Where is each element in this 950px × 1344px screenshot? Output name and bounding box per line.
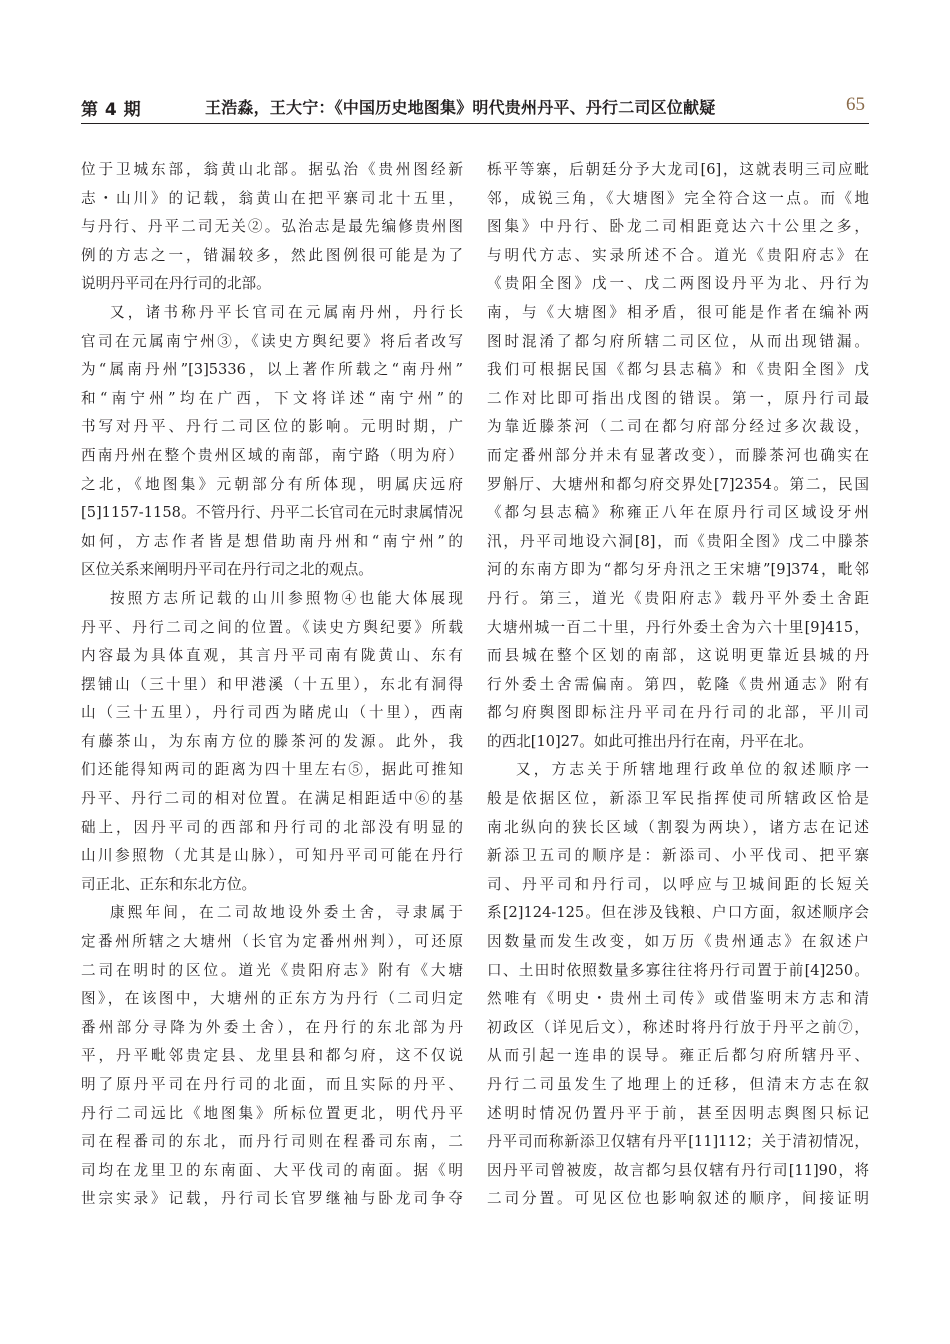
text-line-content: [5]1157-1158。不管丹行、丹平二长官司在元时隶属情况 [81,504,463,522]
text-line-content: 定番州所辖之大塘州（长官为定番州州判），可还原 [81,933,463,951]
text-line [81,585,463,614]
text-line-content: 因丹平司曾被废，故言都匀县仅辖有丹行司[11]90，将 [487,1161,869,1179]
text-line-content: 都匀府舆图即标注丹平司在丹行司的北部，平川司 [487,704,869,722]
text-line [81,1100,463,1129]
text-line [487,785,869,814]
text-line-content: 《都匀县志稿》称雍正八年在原丹行司区域设牙州 [487,504,869,522]
text-line [487,299,869,328]
text-line [487,499,869,528]
text-line [81,1014,463,1043]
text-line-content: 图集》中丹行、卧龙二司相距竟达六十公里之多， [487,218,869,236]
text-line-content: 区位关系来阐明丹平司在丹行司之北的观点。 [81,561,373,579]
text-line-content: 位于卫城东部，翁黄山北部。据弘治《贵州图经新 [81,161,463,178]
text-line-content: 行外委土舍需偏南。第四，乾隆《贵州通志》附有 [487,675,869,693]
text-line-content: 我们可根据民国《都匀县志稿》和《贵阳全图》戊 [487,361,869,379]
text-line-content: 番州部分寻降为外委土舍），在丹行的东北部为丹 [81,1018,463,1036]
text-line [81,385,463,414]
text-line-content: 因数量而发生改变，如万历《贵州通志》在叙述户 [487,933,869,951]
text-line [487,642,869,671]
text-line-content: 础上，因丹平司的西部和丹行司的北部没有明显的 [81,818,463,836]
text-line-content: 内容最为具体直观，其言丹平司南有陇黄山、东有 [81,647,463,665]
text-line-content: 二司分置。可见区位也影响叙述的顺序，间接证明 [487,1190,869,1208]
text-line-content: 南，与《大塘图》相矛盾，很可能是作者在编补两 [487,303,869,321]
text-line [487,699,869,728]
text-line-content: 丹平、丹行二司的相对位置。在满足相距适中⑥的基 [81,790,463,808]
text-line-content: 又，方志关于所辖地理行政单位的叙述顺序一 [516,761,869,779]
text-line [81,299,463,328]
text-line-content: 司、丹平司和丹行司，以呼应与卫城间距的长短关 [487,875,869,893]
text-line-content: 丹行二司远比《地图集》所标位置更北，明代丹平 [81,1104,463,1122]
text-line-content: 与明代方志、实录所述不合。道光《贵阳府志》在 [487,246,869,264]
text-line-content: 为“属南丹州”[3]5336，以上著作所载之“南丹州” [81,361,463,379]
page-number: 65 [846,94,865,115]
text-line-content: 汛，丹平司地设六洞[8]，而《贵阳全图》戊二中滕茶 [487,532,869,550]
text-line [487,156,869,185]
text-line [487,614,869,643]
text-line [81,871,463,900]
text-line [81,899,463,928]
text-line-content: 和“南宁州”均在广西，下文将详述“南宁州”的 [81,389,463,407]
text-line [81,785,463,814]
text-line [487,842,869,871]
text-line [81,270,463,299]
text-line [81,1128,463,1157]
text-line [81,185,463,214]
text-line [81,556,463,585]
text-line-content: 丹平司而称新添卫仅辖有丹平[11]112；关于清初情况， [487,1133,869,1151]
text-line [81,1042,463,1071]
text-line-content: 为靠近滕茶河（二司在都匀府部分经过多次裁设， [487,418,869,436]
text-line [81,442,463,471]
text-line-content: 们还能得知两司的距离为四十里左右⑤，据此可推知 [81,761,463,779]
text-line-content: 有藤茶山，为东南方位的滕茶河的发源。此外，我 [81,732,463,750]
text-line-content: 二作对比即可指出戊图的错误。第一，原丹行司最 [487,389,869,407]
text-line [487,1014,869,1043]
text-line-content: 而定番州部分并未有显著改变），而滕茶河也确实在 [487,446,869,464]
text-line-content: 西南丹州在整个贵州区域的南部，南宁路（明为府） [81,446,463,464]
text-line-content: 的西北[10]27。如此可推出丹行在南，丹平在北。 [487,732,813,750]
text-line-content: 世宗实录》记载，丹行司长官罗继袖与卧龙司争夺 [81,1190,463,1208]
text-line-content: 邻，成锐三角，《大塘图》完全符合这一点。而《地 [487,189,869,207]
text-line [81,728,463,757]
text-line-content: 口、土田时依照数量多寡往往将丹行司置于前[4]250。 [487,961,869,979]
text-line [487,270,869,299]
text-line-content: 述明时情况仍置丹平于前，甚至因明志舆图只标记 [487,1104,869,1122]
text-line [487,1185,869,1214]
text-line [487,871,869,900]
text-line [81,614,463,643]
text-line [81,471,463,500]
text-line [487,413,869,442]
text-line-content: 书写对丹平、丹行二司区位的影响。元明时期，广 [81,418,463,436]
text-line-content: 河的东南方即为“都匀牙舟汛之王宋塘”[9]374，毗邻 [487,561,869,579]
text-line [81,528,463,557]
text-line-content: 例的方志之一，错漏较多，然此图例很可能是为了 [81,246,463,264]
text-line [81,242,463,271]
text-line-content: 丹平、丹行二司之间的位置。《读史方舆纪要》所载 [81,618,463,636]
text-line [487,756,869,785]
left-column [81,156,463,1214]
text-line-content: 般是依据区位，新添卫军民指挥使司所辖政区恰是 [487,790,869,808]
text-line [487,985,869,1014]
text-line [487,356,869,385]
text-line [487,528,869,557]
text-line-content: 又，诸书称丹平长官司在元属南丹州，丹行长 [110,303,463,321]
text-line [487,442,869,471]
text-line [81,413,463,442]
text-line [487,1100,869,1129]
text-line-content: 图时混淆了都匀府所辖二司区位，从而出现错漏。 [487,332,869,350]
text-line-content: 山川参照物（尤其是山脉），可知丹平司可能在丹行 [81,847,463,865]
text-line-content: 丹行二司虽发生了地理上的迁移，但清末方志在叙 [487,1076,869,1093]
text-line-content: 司正北、正东和东北方位。 [81,875,257,893]
text-line [487,1042,869,1071]
text-line [81,213,463,242]
text-line [487,556,869,585]
text-line-content: 大塘州城一百二十里，丹行外委土舍为六十里[9]415， [487,618,869,636]
text-line [487,899,869,928]
text-line [81,356,463,385]
text-line-content: 系[2]124-125。但在涉及钱粮、户口方面，叙述顺序会 [487,904,869,922]
text-line [81,1071,463,1100]
text-line [487,471,869,500]
text-line [487,585,869,614]
text-line-content: 与丹行、丹平二司无关②。弘治志是最先编修贵州图 [81,218,463,236]
text-line [81,642,463,671]
text-line [81,756,463,785]
text-line-content: 栎平等寨，后朝廷分予大龙司[6]，这就表明三司应毗 [487,161,869,178]
text-line-content: 明了原丹平司在丹行司的北面，而且实际的丹平、 [81,1076,463,1093]
text-line [81,928,463,957]
text-line [487,928,869,957]
text-line-content: 之北，《地图集》元朝部分有所体现，明属庆远府 [81,475,463,493]
text-line [487,213,869,242]
text-line-content: 官司在元属南宁州③，《读史方舆纪要》将后者改写 [81,332,463,350]
text-line [81,671,463,700]
text-line [487,671,869,700]
text-line-content: 志・山川》的记载，翁黄山在把平寨司北十五里， [81,189,463,207]
running-title: 王浩淼，王大宁：《中国历史地图集》明代贵州丹平、丹行二司区位献疑 [205,98,716,117]
text-line [487,1157,869,1186]
text-line [487,1128,869,1157]
text-line-content: 新添卫五司的顺序是：新添司、小平伐司、把平寨 [487,847,869,865]
text-line-content: 如何，方志作者皆是想借助南丹州和“南宁州”的 [81,532,463,550]
text-line [81,842,463,871]
text-line [81,328,463,357]
text-line-content: 说明丹平司在丹行司的北部。 [81,275,271,293]
text-line-content: 司均在龙里卫的东南面、大平伐司的南面。据《明 [81,1161,463,1179]
text-line-content: 罗斛厅、大塘州和都匀府交界处[7]2354。第二，民国 [487,475,869,493]
text-line-content: 丹行。第三，道光《贵阳府志》载丹平外委土舍距 [487,589,869,607]
text-line-content: 而县城在整个区划的南部，这说明更靠近县城的丹 [487,647,869,665]
text-line [487,728,869,757]
text-line-content: 按照方志所记载的山川参照物④也能大体展现 [110,589,463,607]
text-line [81,957,463,986]
text-line [487,814,869,843]
text-line [487,328,869,357]
text-line-content: 山（三十五里），丹行司西为睹虎山（十里），西南 [81,704,463,722]
text-line [81,985,463,1014]
text-line [81,699,463,728]
right-column [487,156,869,1214]
text-line [81,156,463,185]
text-line [487,185,869,214]
text-line [487,385,869,414]
text-line-content: 摆铺山（三十里）和甲港溪（十五里），东北有洞得 [81,675,463,693]
text-line [81,499,463,528]
text-line [487,242,869,271]
text-line [487,957,869,986]
running-header [81,93,869,124]
text-line [81,814,463,843]
text-line-content: 初政区（详见后文），称述时将丹行放于丹平之前⑦， [487,1018,869,1036]
text-line-content: 然唯有《明史・贵州土司传》或借鉴明末方志和清 [487,990,869,1008]
text-line-content: 二司在明时的区位。道光《贵阳府志》附有《大塘 [81,961,463,979]
text-line-content: 司在程番司的东北，而丹行司则在程番司东南，二 [81,1133,463,1151]
text-line-content: 平，丹平毗邻贵定县、龙里县和都匀府，这不仅说 [81,1047,463,1065]
text-line [81,1157,463,1186]
text-line [81,1185,463,1214]
text-line-content: 康熙年间，在二司故地设外委土舍，寻隶属于 [110,904,463,922]
issue-label: 第 4 期 [81,100,142,120]
text-line-content: 《贵阳全图》戊一、戊二两图设丹平为北、丹行为 [487,275,869,293]
text-line-content: 南北纵向的狭长区域（割裂为两块），诸方志在记述 [487,818,869,836]
text-line [487,1071,869,1100]
text-line-content: 图》，在该图中，大塘州的正东方为丹行（二司归定 [81,990,463,1008]
text-line-content: 从而引起一连串的误导。雍正后都匀府所辖丹平、 [487,1047,869,1065]
